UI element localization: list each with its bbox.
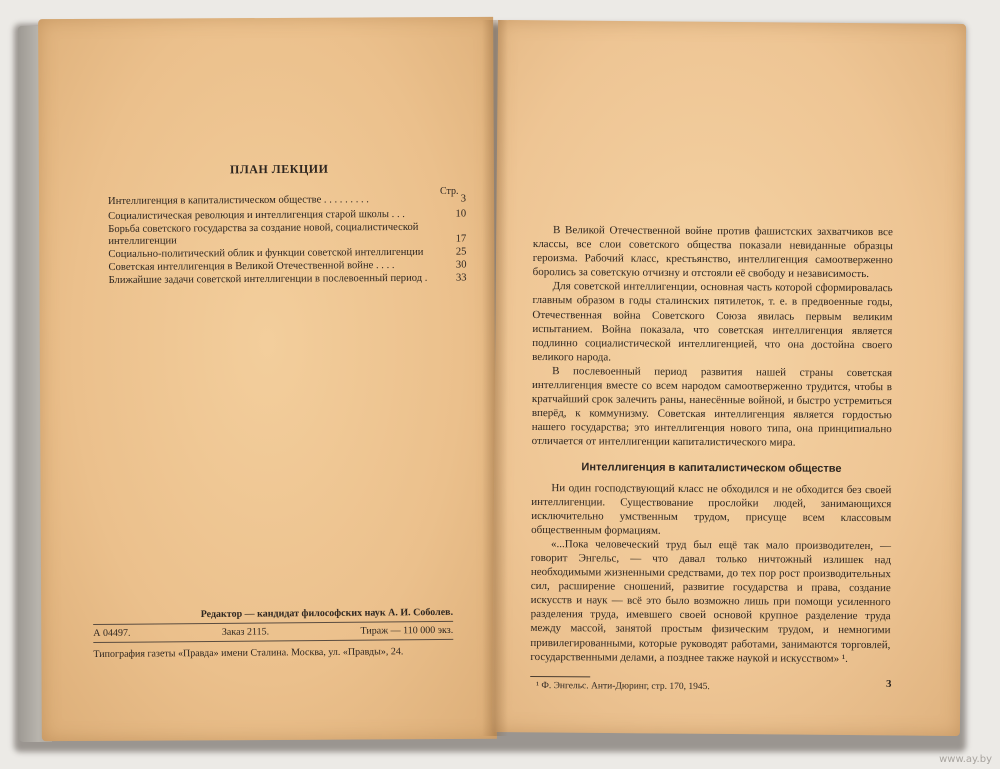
toc-entry-page: 17 — [455, 233, 467, 245]
toc-entry — [108, 194, 466, 209]
toc-entry — [109, 272, 467, 287]
toc-entry-page: 33 — [455, 272, 467, 284]
footnote-divider — [530, 676, 590, 677]
page-column-header: Стр. — [440, 186, 459, 197]
toc-entry-title: Социально-политический облик и функции советской интеллигенции — [108, 246, 424, 261]
body-paragraph: В послевоенный период развития нашей страны советская интеллигенция вместе со всем народом самоотверженно трудится, чтобы в кратчайший срок залечить раны, нанесённые войной, и быстро устремиться вперёд, к коммунизму. Советская интеллигенция является гордостью нашего государства; это интеллигенция нового типа, она принципиально отличается от интеллигенции капиталистического мира. — [531, 365, 893, 450]
body-paragraph: Ни один господствующий класс не обходился и не обходится без своей интеллигенции. Существование прослойки людей, занимающихся исключительно умственным трудом, присуще всем классовым общественным формациям. — [531, 481, 892, 537]
body-paragraph: В Великой Отечественной войне против фашистских захватчиков все классы, все слои советского общества показали невиданные образцы героизма. Рабочий класс, крестьянство, интеллигенция самоотверженно боролись за советскую отчизну и отстояли её свободу и независимость. — [532, 224, 893, 281]
quote-paragraph: «...Пока человеческий труд был ещё так мало производителен, — говорит Энгельс, — что давал только ничтожный излишек над необходимыми жизненными средствами, до тех пор рост производительных сил, расширение сношений, развитие государства и права, создание искусств и наук — всё это было возможно лишь при помощи усиленного разделения труда, имевшего своей основой крупное разделение труда между массой, занятой простым физическим трудом, и немногими привилегированными, которые руководят работами, занимаются торговлей, государственными делами, а позднее также наукой и искусством» ¹. — [530, 537, 892, 665]
imprint-order: Заказ 2115. — [221, 626, 270, 638]
imprint-editor: Редактор — кандидат философских наук А. И. Соболев. — [93, 605, 453, 625]
toc-entry-title: Социалистическая революция и интеллигенция старой школы . . . — [108, 208, 405, 222]
plan-title: ПЛАН ЛЕКЦИИ — [229, 161, 329, 177]
toc-entry-page: 30 — [455, 259, 467, 271]
section-heading: Интеллигенция в капиталистическом обществе — [581, 460, 842, 475]
body-paragraph: Для советской интеллигенции, основная часть которой сформировалась главным образом в годы сталинских пятилеток, т. е. в предвоенные годы, Отечественная война Советского Союза явилась первым великим испытанием. Война показала, что советская интеллигенция является подлинно социалистической интеллигенцией, что она достойна своего великого народа. — [532, 280, 893, 364]
right-page-text — [530, 223, 893, 693]
table-of-contents — [108, 194, 467, 288]
toc-entry-title: Ближайшие задачи советской интеллигенции в послевоенный период . — [108, 272, 428, 286]
toc-entry-page: 3 — [460, 193, 467, 205]
toc-entry-title: Советская интеллигенция в Великой Отечественной войне . . . . — [108, 259, 395, 273]
toc-entry-title: Борьба советского государства за создание новой, социалистической интеллигенции — [108, 221, 419, 248]
imprint-printer: Типография газеты «Правда» имени Сталина. Москва, ул. «Правды», 24. — [93, 646, 404, 660]
imprint-code: А 04497. — [93, 627, 131, 639]
toc-entry — [108, 221, 466, 249]
toc-entry-page: 25 — [455, 246, 467, 258]
toc-entry-title: Интеллигенция в капиталистическом обществе . . . . . . . . . — [108, 194, 369, 207]
page-gutter — [482, 20, 508, 736]
watermark: www.ay.by — [939, 754, 992, 765]
footnote: ¹ Ф. Энгельс. Анти-Дюринг, стр. 170, 1945. — [536, 680, 710, 692]
imprint-block — [93, 605, 453, 662]
page-number: 3 — [886, 678, 892, 690]
imprint-circulation: Тираж — 110 000 экз. — [360, 624, 454, 637]
toc-entry-page: 10 — [455, 208, 467, 220]
